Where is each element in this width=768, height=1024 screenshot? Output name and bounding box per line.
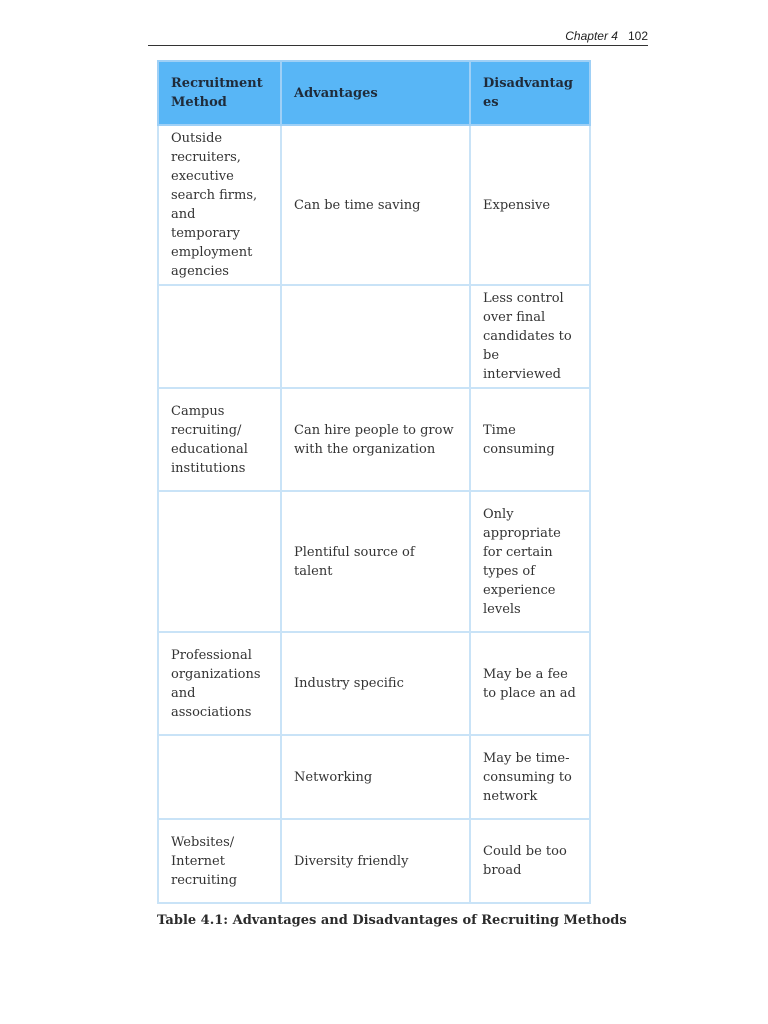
- method-cell: Professional organizations and associations: [158, 632, 281, 735]
- advantage-cell: Can be time saving: [281, 125, 470, 285]
- recruiting-methods-table: [157, 60, 591, 904]
- advantage-cell: [281, 285, 470, 388]
- method-cell: [158, 491, 281, 632]
- advantage-cell: Diversity friendly: [281, 819, 470, 903]
- disadvantage-cell: Could be too broad: [470, 819, 590, 903]
- disadvantage-cell: Expensive: [470, 125, 590, 285]
- table-row: [158, 735, 590, 819]
- table-row: [158, 388, 590, 491]
- chapter-label: Chapter 4: [565, 29, 618, 43]
- column-header-method: Recruitment Method: [158, 61, 281, 125]
- table-row: [158, 632, 590, 735]
- disadvantage-cell: Only appropriate for certain types of experience levels: [470, 491, 590, 632]
- table-row: [158, 491, 590, 632]
- table-caption: Table 4.1: Advantages and Disadvantages of Recruiting Methods: [157, 913, 627, 928]
- column-header-disadvantages: Disadvantages: [470, 61, 590, 125]
- advantage-cell: Networking: [281, 735, 470, 819]
- method-cell: Outside recruiters, executive search firms, and temporary employment agencies: [158, 125, 281, 285]
- running-header: [565, 29, 648, 43]
- table-row: [158, 285, 590, 388]
- page-number: 102: [627, 29, 648, 43]
- disadvantage-cell: May be time-consuming to network: [470, 735, 590, 819]
- disadvantage-cell: Time consuming: [470, 388, 590, 491]
- method-cell: [158, 285, 281, 388]
- method-cell: Websites/ Internet recruiting: [158, 819, 281, 903]
- header-rule: [148, 45, 648, 46]
- table-row: [158, 819, 590, 903]
- table-row: [158, 125, 590, 285]
- advantage-cell: Plentiful source of talent: [281, 491, 470, 632]
- advantage-cell: Industry specific: [281, 632, 470, 735]
- method-cell: [158, 735, 281, 819]
- method-cell: Campus recruiting/ educational institutions: [158, 388, 281, 491]
- disadvantage-cell: May be a fee to place an ad: [470, 632, 590, 735]
- disadvantage-cell: Less control over final candidates to be interviewed: [470, 285, 590, 388]
- table-header-row: [158, 61, 590, 125]
- advantage-cell: Can hire people to grow with the organization: [281, 388, 470, 491]
- column-header-advantages: Advantages: [281, 61, 470, 125]
